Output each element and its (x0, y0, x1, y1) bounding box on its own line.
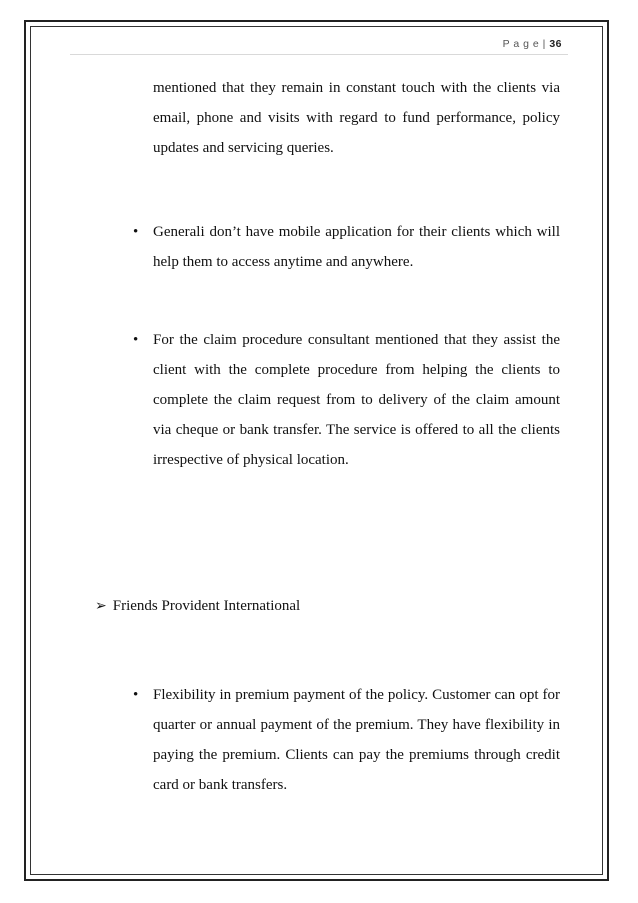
header-rule (70, 54, 568, 55)
page-number: 36 (549, 38, 562, 50)
continued-paragraph: mentioned that they remain in constant touch with the clients via email, phone and visits with regard to fund performance, policy updates and servicing queries. (153, 80, 560, 156)
list-item: Flexibility in premium payment of the policy. Customer can opt for quarter or annual payment of the premium. They have flexibility in paying the premium. Clients can pay the premiums through credit card or bank transfers. (153, 687, 560, 793)
page-label: P a g e (502, 38, 540, 50)
arrow-bullet-icon: ➢ (95, 598, 107, 614)
list-item: Generali don’t have mobile application for their clients which will help them to access anytime and anywhere. (153, 224, 560, 270)
list-item: For the claim procedure consultant mentioned that they assist the client with the complete procedure from helping the clients to complete the claim request from to delivery of the claim amount via cheque or bank transfer. The service is offered to all the clients irrespective of physical location. (153, 332, 560, 468)
bullet-icon: • (133, 687, 139, 703)
section-heading-text: Friends Provident International (112, 598, 301, 614)
bullet-icon: • (133, 224, 139, 240)
page-separator: | (542, 38, 546, 50)
bullet-icon: • (133, 332, 139, 348)
section-heading (95, 591, 300, 621)
page-header (503, 38, 562, 50)
